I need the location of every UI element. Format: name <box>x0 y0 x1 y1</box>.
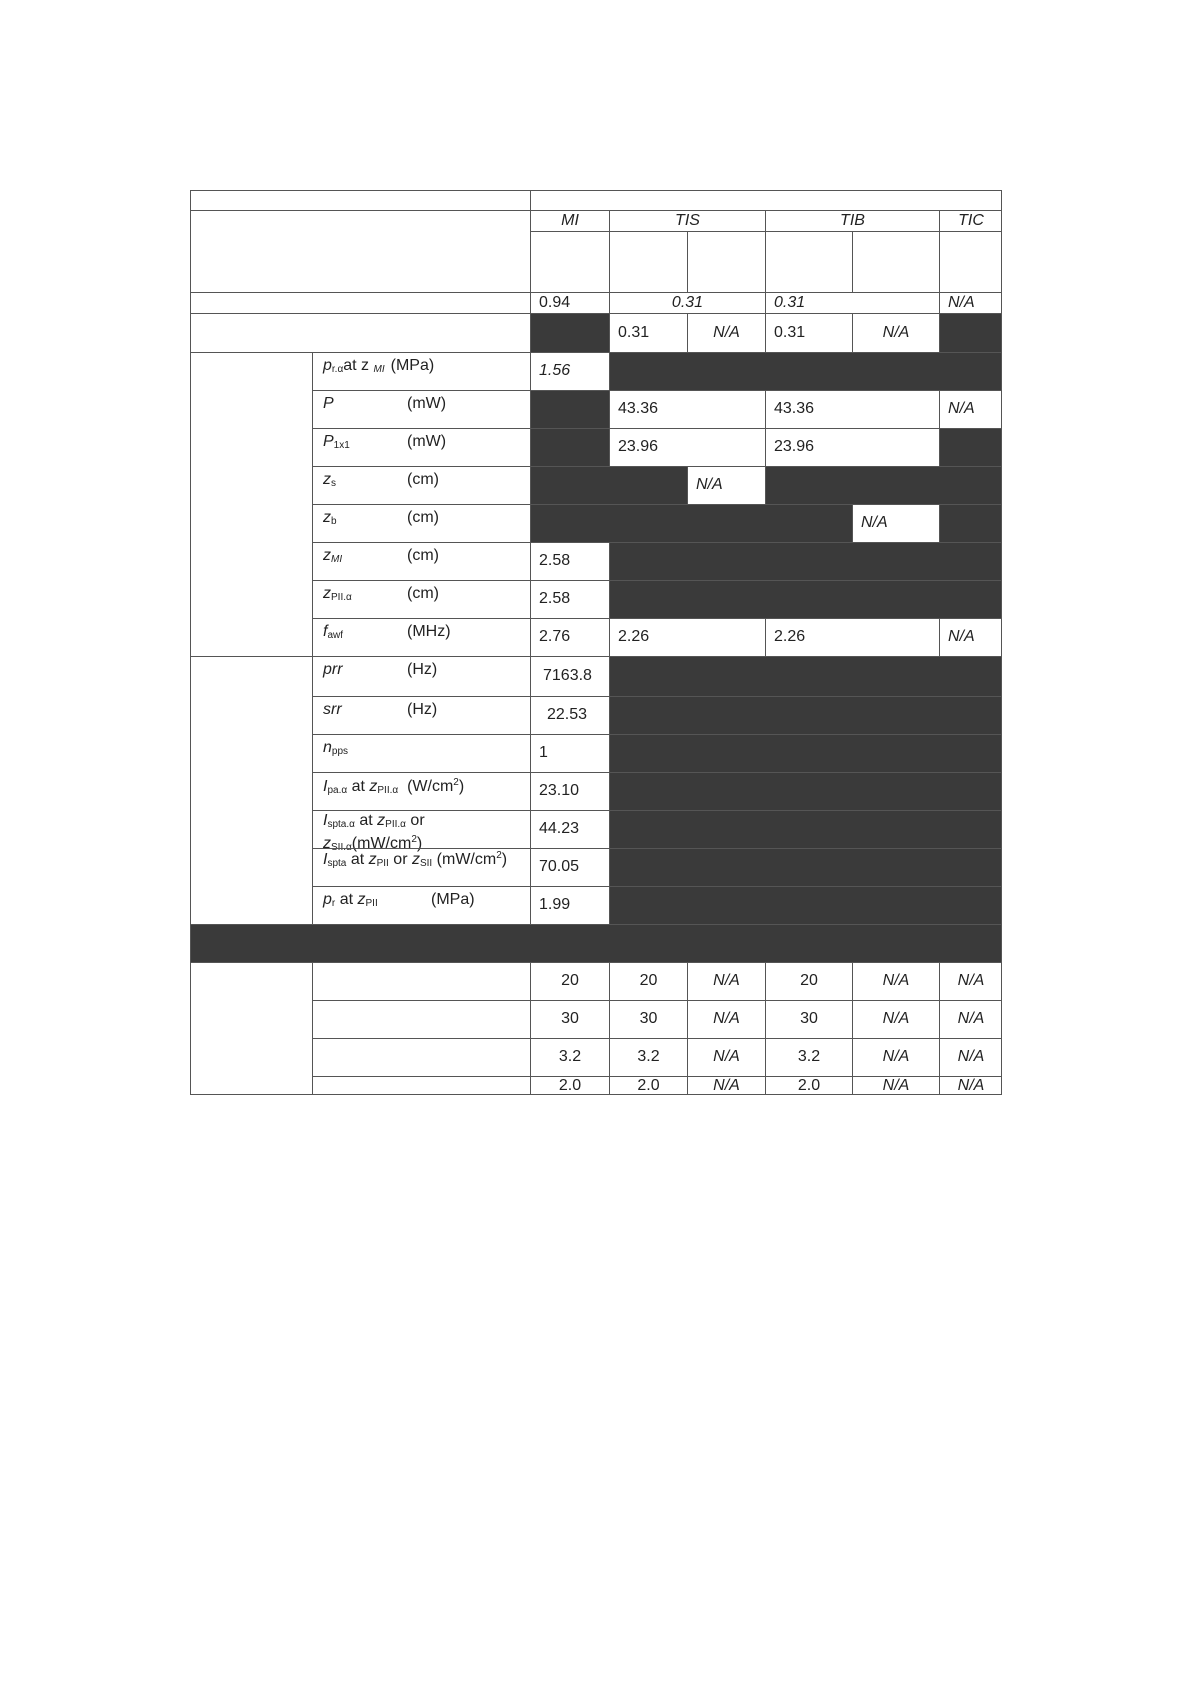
condition-value: N/A <box>852 1038 939 1076</box>
param-label-zb: $z_b$ (cm) <box>312 504 530 542</box>
condition-value: 2.0 <box>765 1076 852 1095</box>
component-tib-b: N/A <box>852 313 939 352</box>
shaded-cell <box>609 734 1002 772</box>
condition-value: N/A <box>852 1000 939 1038</box>
value-pra-mi: 1.56 <box>530 352 609 390</box>
shaded-cell <box>609 542 1002 580</box>
shaded-cell <box>939 428 1002 466</box>
condition-value: N/A <box>852 1076 939 1095</box>
condition-value: 3.2 <box>765 1038 852 1076</box>
value-fawf-mi: 2.76 <box>530 618 609 656</box>
index-value-mi: 0.94 <box>530 292 609 313</box>
index-value-tib: 0.31 <box>765 292 939 313</box>
condition-value: 30 <box>530 1000 609 1038</box>
col-tib-header: TIB <box>765 210 939 231</box>
condition-value: N/A <box>939 1000 1002 1038</box>
value-p-tic: N/A <box>939 390 1002 428</box>
param-label-prr: prr (Hz) <box>312 656 530 696</box>
value-npps: 1 <box>530 734 609 772</box>
param-label-fawf: $f_{awf}$ (MHz) <box>312 618 530 656</box>
value-fawf-tib: 2.26 <box>765 618 939 656</box>
condition-value: N/A <box>687 1000 765 1038</box>
condition-value: N/A <box>687 1076 765 1095</box>
shaded-cell <box>530 313 609 352</box>
value-ipa: 23.10 <box>530 772 609 810</box>
index-value-tis: 0.31 <box>609 292 765 313</box>
sub-header-cell <box>939 231 1002 292</box>
param-label-npps: $n_{pps}$ <box>312 734 530 772</box>
condition-value: N/A <box>687 962 765 1000</box>
shaded-cell <box>765 466 1002 504</box>
value-p-tib: 43.36 <box>765 390 939 428</box>
condition-value: 2.0 <box>530 1076 609 1095</box>
value-p-tis: 43.36 <box>609 390 765 428</box>
condition-label-cell <box>312 962 530 1000</box>
value-prr: 7163.8 <box>530 656 609 696</box>
param-label-p: P (mW) <box>312 390 530 428</box>
header-span-cell <box>530 190 1002 210</box>
shaded-cell <box>609 886 1002 924</box>
sub-header-cell <box>852 231 939 292</box>
shaded-separator-row <box>190 924 1002 962</box>
param-label-ispta: $I_{spta}$ at $z_{PII}$ or $z_{SII}$ $(mW/cm^2)$ <box>312 848 530 886</box>
sub-header-cell <box>765 231 852 292</box>
param-label-zs: $z_s$ (cm) <box>312 466 530 504</box>
col-mi-header: MI <box>530 210 609 231</box>
shaded-cell <box>939 313 1002 352</box>
acoustic-parameters-group <box>190 352 312 656</box>
sub-header-cell <box>530 231 609 292</box>
index-value-tic: N/A <box>939 292 1002 313</box>
shaded-cell <box>609 352 1002 390</box>
value-zs-tis-b: N/A <box>687 466 765 504</box>
condition-label-cell <box>312 1076 530 1095</box>
value-p1x1-tis: 23.96 <box>609 428 765 466</box>
condition-value: 3.2 <box>609 1038 687 1076</box>
param-label-zmi: $z_{MI}$ (cm) <box>312 542 530 580</box>
acoustic-output-table <box>190 190 1002 1095</box>
param-label-pr: $p_r$ at $z_{PII}$ (MPa) <box>312 886 530 924</box>
component-label-cell <box>190 313 530 352</box>
shaded-cell <box>609 848 1002 886</box>
condition-value: 30 <box>765 1000 852 1038</box>
sub-header-cell <box>609 231 687 292</box>
component-tis-a: 0.31 <box>609 313 687 352</box>
value-p1x1-tib: 23.96 <box>765 428 939 466</box>
sub-header-cell <box>687 231 765 292</box>
condition-value: 20 <box>530 962 609 1000</box>
param-label-ispta-alpha: $I_{spta.\alpha}$ at $z_{PII.\alpha}$ or $z_{SII.\alpha}(mW/cm^2)$ <box>312 810 530 848</box>
value-zb-tib-b: N/A <box>852 504 939 542</box>
param-label-zpii: $z_{PII.\alpha}$ (cm) <box>312 580 530 618</box>
param-label-p1x1: $P_{1x1}$ (mW) <box>312 428 530 466</box>
condition-value: 30 <box>609 1000 687 1038</box>
param-label-pra: $p_{r.\alpha}at$ z $_{MI}$ (MPa) <box>312 352 530 390</box>
other-information-group <box>190 656 312 924</box>
label-header-cell <box>190 210 530 292</box>
condition-value: N/A <box>687 1038 765 1076</box>
shaded-cell <box>609 810 1002 848</box>
condition-label-cell <box>312 1038 530 1076</box>
value-zmi-mi: 2.58 <box>530 542 609 580</box>
component-tis-b: N/A <box>687 313 765 352</box>
shaded-cell <box>530 504 852 542</box>
col-tic-header: TIC <box>939 210 1002 231</box>
condition-value: 3.2 <box>530 1038 609 1076</box>
value-ispta-alpha: 44.23 <box>530 810 609 848</box>
operating-conditions-group <box>190 962 312 1095</box>
shaded-cell <box>609 772 1002 810</box>
condition-value: N/A <box>939 1038 1002 1076</box>
value-ispta: 70.05 <box>530 848 609 886</box>
value-fawf-tic: N/A <box>939 618 1002 656</box>
param-label-srr: srr (Hz) <box>312 696 530 734</box>
shaded-cell <box>609 696 1002 734</box>
header-blank-cell <box>190 190 530 210</box>
value-srr: 22.53 <box>530 696 609 734</box>
value-zpii-mi: 2.58 <box>530 580 609 618</box>
shaded-cell <box>530 390 609 428</box>
param-label-ipa: $I_{pa.\alpha}$ at $z_{PII.\alpha}$ $(W/cm^2)$ <box>312 772 530 810</box>
condition-label-cell <box>312 1000 530 1038</box>
index-value-label-cell <box>190 292 530 313</box>
condition-value: N/A <box>939 962 1002 1000</box>
shaded-cell <box>609 580 1002 618</box>
shaded-cell <box>530 428 609 466</box>
condition-value: 20 <box>765 962 852 1000</box>
condition-value: 2.0 <box>609 1076 687 1095</box>
col-tis-header: TIS <box>609 210 765 231</box>
shaded-cell <box>609 656 1002 696</box>
condition-value: N/A <box>852 962 939 1000</box>
value-pr: 1.99 <box>530 886 609 924</box>
condition-value: 20 <box>609 962 687 1000</box>
component-tib-a: 0.31 <box>765 313 852 352</box>
value-fawf-tis: 2.26 <box>609 618 765 656</box>
condition-value: N/A <box>939 1076 1002 1095</box>
shaded-cell <box>530 466 687 504</box>
shaded-cell <box>939 504 1002 542</box>
